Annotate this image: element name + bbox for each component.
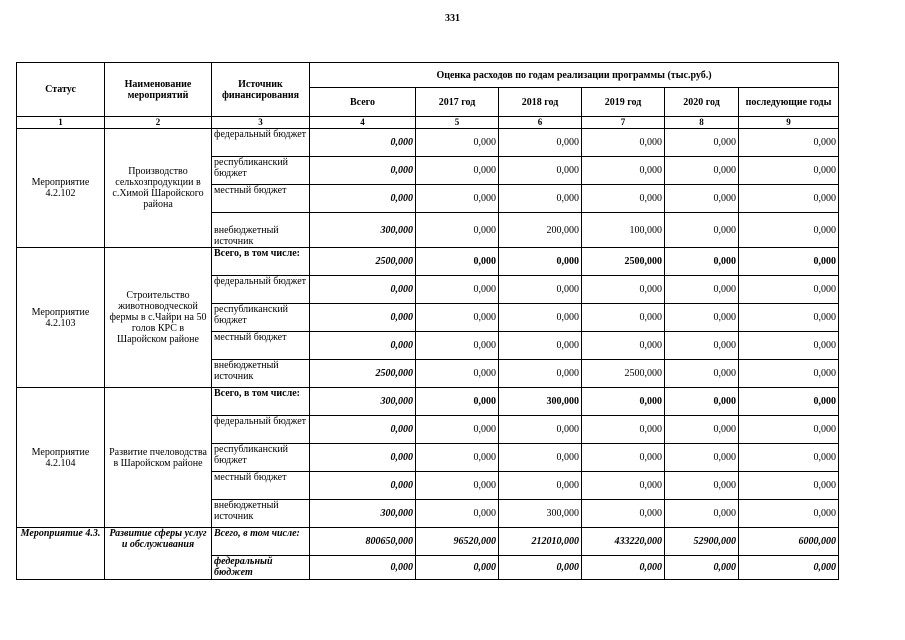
activity-name-cell: Строительство животноводческой фермы в с.Чайри на 50 голов КРС в Шаройском районе <box>105 248 212 388</box>
value-cell: 0,000 <box>310 185 416 213</box>
column-number: 1 <box>17 117 105 129</box>
value-cell: 0,000 <box>665 248 739 276</box>
value-cell: 0,000 <box>739 332 839 360</box>
value-cell: 0,000 <box>665 388 739 416</box>
value-cell: 0,000 <box>582 500 665 528</box>
page-number: 331 <box>445 13 460 24</box>
table-row <box>17 129 839 157</box>
column-number: 4 <box>310 117 416 129</box>
value-cell: 0,000 <box>665 500 739 528</box>
value-cell: 0,000 <box>582 304 665 332</box>
value-cell: 0,000 <box>739 304 839 332</box>
value-cell: 200,000 <box>499 213 582 248</box>
value-cell: 0,000 <box>665 304 739 332</box>
activity-name-cell: Развитие сферы услуг и обслуживания <box>105 528 212 580</box>
value-cell: 0,000 <box>739 213 839 248</box>
source-cell: республиканский бюджет <box>212 157 310 185</box>
status-cell: Мероприятие 4.2.103 <box>17 248 105 388</box>
value-cell: 0,000 <box>582 129 665 157</box>
value-cell: 433220,000 <box>582 528 665 556</box>
value-cell: 0,000 <box>499 416 582 444</box>
value-cell: 0,000 <box>310 444 416 472</box>
value-cell: 0,000 <box>739 472 839 500</box>
value-cell: 2500,000 <box>582 248 665 276</box>
value-cell: 0,000 <box>582 388 665 416</box>
value-cell: 0,000 <box>416 416 499 444</box>
column-number: 8 <box>665 117 739 129</box>
value-cell: 0,000 <box>665 332 739 360</box>
column-number: 5 <box>416 117 499 129</box>
value-cell: 0,000 <box>310 157 416 185</box>
value-cell: 0,000 <box>310 304 416 332</box>
value-cell: 2500,000 <box>310 360 416 388</box>
value-cell: 0,000 <box>416 332 499 360</box>
value-cell: 800650,000 <box>310 528 416 556</box>
value-cell: 0,000 <box>416 444 499 472</box>
value-cell: 0,000 <box>499 129 582 157</box>
value-cell: 0,000 <box>310 276 416 304</box>
header-2018: 2018 год <box>499 88 582 117</box>
source-cell: Всего, в том числе: <box>212 528 310 556</box>
value-cell: 0,000 <box>739 360 839 388</box>
table-row <box>17 248 839 276</box>
value-cell: 0,000 <box>582 416 665 444</box>
value-cell: 0,000 <box>499 248 582 276</box>
source-cell: местный бюджет <box>212 185 310 213</box>
header-name: Наименование мероприятий <box>105 63 212 117</box>
header-2019: 2019 год <box>582 88 665 117</box>
value-cell: 0,000 <box>739 416 839 444</box>
value-cell: 0,000 <box>499 472 582 500</box>
value-cell: 96520,000 <box>416 528 499 556</box>
value-cell: 0,000 <box>416 304 499 332</box>
value-cell: 0,000 <box>499 444 582 472</box>
value-cell: 2500,000 <box>310 248 416 276</box>
column-number: 2 <box>105 117 212 129</box>
value-cell: 0,000 <box>416 276 499 304</box>
source-cell: федеральный бюджет <box>212 416 310 444</box>
header-later: последующие годы <box>739 88 839 117</box>
header-total: Всего <box>310 88 416 117</box>
value-cell: 300,000 <box>310 388 416 416</box>
value-cell: 0,000 <box>665 416 739 444</box>
value-cell: 0,000 <box>416 500 499 528</box>
value-cell: 0,000 <box>499 157 582 185</box>
status-cell: Мероприятие 4.2.104 <box>17 388 105 528</box>
value-cell: 300,000 <box>310 213 416 248</box>
value-cell: 0,000 <box>499 304 582 332</box>
column-numbers-row <box>17 117 839 129</box>
value-cell: 0,000 <box>739 444 839 472</box>
source-cell: внебюджетный источник <box>212 213 310 248</box>
value-cell: 300,000 <box>310 500 416 528</box>
source-cell: федеральный бюджет <box>212 556 310 580</box>
activity-name-cell: Развитие пчеловодства в Шаройском районе <box>105 388 212 528</box>
value-cell: 0,000 <box>582 185 665 213</box>
value-cell: 6000,000 <box>739 528 839 556</box>
value-cell: 0,000 <box>310 129 416 157</box>
value-cell: 0,000 <box>582 332 665 360</box>
source-cell: федеральный бюджет <box>212 129 310 157</box>
source-cell: внебюджетный источник <box>212 500 310 528</box>
source-cell: местный бюджет <box>212 332 310 360</box>
status-cell: Мероприятие 4.2.102 <box>17 129 105 248</box>
source-cell: местный бюджет <box>212 472 310 500</box>
value-cell: 0,000 <box>739 157 839 185</box>
value-cell: 0,000 <box>416 556 499 580</box>
value-cell: 0,000 <box>665 185 739 213</box>
status-cell: Мероприятие 4.3. <box>17 528 105 580</box>
value-cell: 0,000 <box>665 472 739 500</box>
value-cell: 0,000 <box>739 556 839 580</box>
value-cell: 0,000 <box>665 360 739 388</box>
header-source: Источник финансирования <box>212 63 310 117</box>
value-cell: 0,000 <box>739 129 839 157</box>
source-cell: Всего, в том числе: <box>212 248 310 276</box>
value-cell: 0,000 <box>665 213 739 248</box>
value-cell: 0,000 <box>665 129 739 157</box>
source-cell: федеральный бюджет <box>212 276 310 304</box>
value-cell: 0,000 <box>582 472 665 500</box>
table-row <box>17 388 839 416</box>
source-cell: республиканский бюджет <box>212 304 310 332</box>
header-2017: 2017 год <box>416 88 499 117</box>
value-cell: 0,000 <box>416 213 499 248</box>
source-cell: внебюджетный источник <box>212 360 310 388</box>
value-cell: 0,000 <box>499 276 582 304</box>
value-cell: 0,000 <box>665 276 739 304</box>
value-cell: 300,000 <box>499 388 582 416</box>
column-number: 3 <box>212 117 310 129</box>
value-cell: 0,000 <box>416 248 499 276</box>
budget-table <box>16 62 839 580</box>
value-cell: 0,000 <box>416 360 499 388</box>
value-cell: 0,000 <box>582 556 665 580</box>
table-row <box>17 528 839 556</box>
value-cell: 0,000 <box>582 444 665 472</box>
column-number: 7 <box>582 117 665 129</box>
value-cell: 0,000 <box>739 276 839 304</box>
value-cell: 0,000 <box>665 556 739 580</box>
value-cell: 0,000 <box>499 185 582 213</box>
value-cell: 0,000 <box>739 500 839 528</box>
source-cell: республиканский бюджет <box>212 444 310 472</box>
source-cell: Всего, в том числе: <box>212 388 310 416</box>
value-cell: 0,000 <box>416 129 499 157</box>
header-estimate: Оценка расходов по годам реализации программы (тыс.руб.) <box>310 63 839 88</box>
column-number: 9 <box>739 117 839 129</box>
header-2020: 2020 год <box>665 88 739 117</box>
value-cell: 212010,000 <box>499 528 582 556</box>
value-cell: 0,000 <box>499 332 582 360</box>
value-cell: 0,000 <box>416 157 499 185</box>
value-cell: 0,000 <box>739 388 839 416</box>
value-cell: 0,000 <box>582 276 665 304</box>
value-cell: 2500,000 <box>582 360 665 388</box>
value-cell: 0,000 <box>499 556 582 580</box>
value-cell: 0,000 <box>739 248 839 276</box>
value-cell: 52900,000 <box>665 528 739 556</box>
activity-name-cell: Производство сельхозпродукции в с.Химой Шаройского района <box>105 129 212 248</box>
value-cell: 0,000 <box>665 157 739 185</box>
value-cell: 0,000 <box>499 360 582 388</box>
value-cell: 100,000 <box>582 213 665 248</box>
value-cell: 0,000 <box>310 416 416 444</box>
value-cell: 0,000 <box>739 185 839 213</box>
value-cell: 0,000 <box>582 157 665 185</box>
value-cell: 0,000 <box>665 444 739 472</box>
value-cell: 0,000 <box>416 185 499 213</box>
value-cell: 0,000 <box>416 388 499 416</box>
column-number: 6 <box>499 117 582 129</box>
value-cell: 0,000 <box>416 472 499 500</box>
value-cell: 0,000 <box>310 472 416 500</box>
value-cell: 0,000 <box>310 332 416 360</box>
value-cell: 0,000 <box>310 556 416 580</box>
value-cell: 300,000 <box>499 500 582 528</box>
header-status: Статус <box>17 63 105 117</box>
